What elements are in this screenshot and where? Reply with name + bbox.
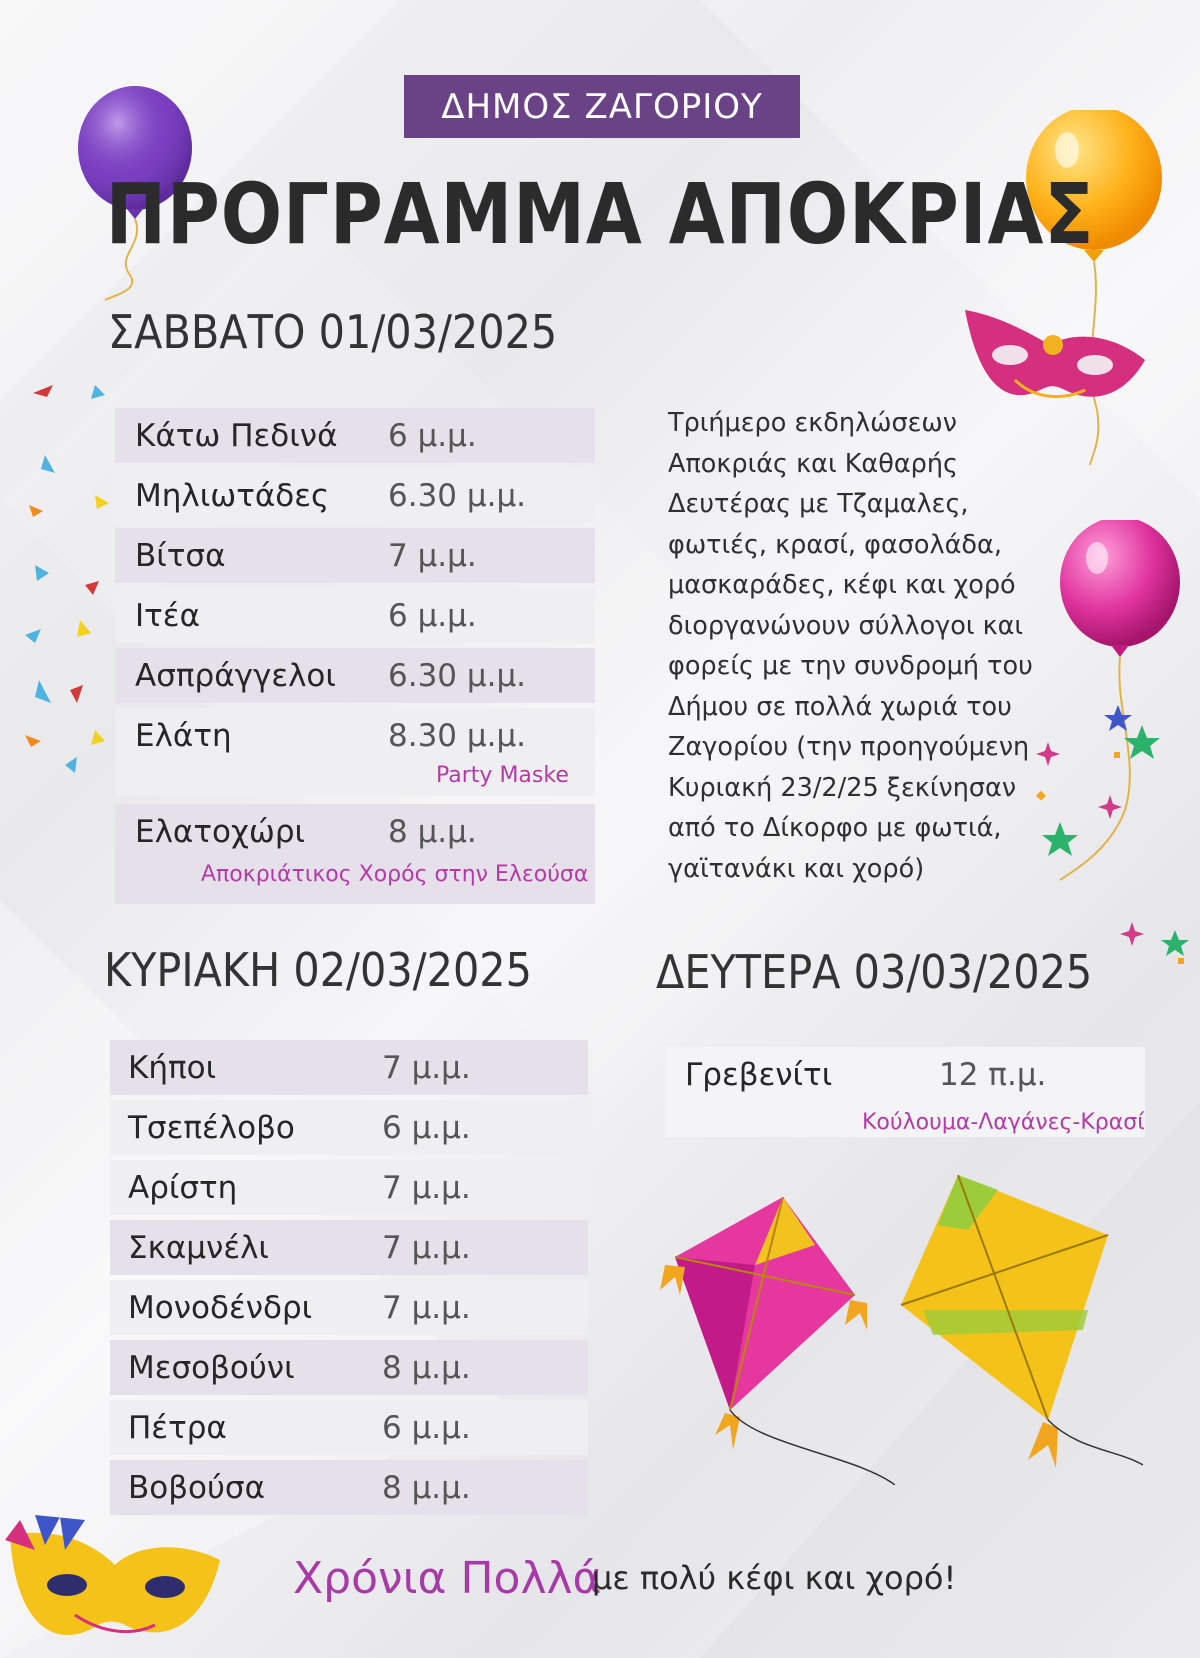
table-row — [115, 528, 595, 583]
description-line: Ζαγορίου (την προηγούμενη — [668, 732, 1030, 762]
place-name: Τσεπέλοβο — [128, 1110, 295, 1146]
confetti-icon — [25, 385, 115, 775]
place-name: Σκαμνέλι — [128, 1230, 269, 1266]
event-note: Κούλουμα-Λαγάνες-Κρασί — [862, 1110, 1145, 1135]
place-name: Ιτέα — [135, 598, 200, 634]
place-name: Ασπράγγελοι — [135, 658, 336, 694]
place-name: Βίτσα — [135, 538, 226, 574]
description-line: μασκαράδες, κέφι και χορό — [668, 570, 1016, 600]
event-time: 6.30 μ.μ. — [388, 478, 527, 514]
place-name: Βοβούσα — [128, 1470, 266, 1506]
description-line: Δήμου σε πολλά χωριά του — [668, 691, 1012, 722]
description-line: γαϊτανάκι και χορό) — [668, 853, 925, 884]
table-row — [115, 804, 595, 904]
place-name: Κάτω Πεδινά — [135, 418, 338, 454]
description-line: από το Δίκορφο με φωτιά, — [668, 813, 1002, 843]
event-time: 6.30 μ.μ. — [388, 658, 527, 694]
event-time: 6 μ.μ. — [388, 598, 477, 634]
event-time: 7 μ.μ. — [388, 538, 477, 574]
event-description — [668, 403, 1033, 889]
table-row — [110, 1340, 588, 1395]
event-time: 6 μ.μ. — [382, 1410, 471, 1446]
event-note: Party Maske — [436, 763, 569, 788]
table-row — [115, 468, 595, 523]
municipality-banner: ΔΗΜΟΣ ΖΑΓΟΡΙΟΥ — [404, 75, 800, 138]
table-row — [110, 1460, 588, 1515]
pink-kite-icon — [655, 1195, 895, 1485]
table-row — [110, 1160, 588, 1215]
saturday-heading: ΣΑΒΒΑΤΟ 01/03/2025 — [108, 305, 558, 359]
orange-balloon-icon — [1022, 110, 1172, 470]
place-name: Κήποι — [128, 1050, 217, 1086]
event-time: 8 μ.μ. — [382, 1350, 471, 1386]
event-time: 7 μ.μ. — [382, 1230, 471, 1266]
description-line: φορείς με την συνδρομή του — [668, 651, 1033, 681]
page-title: ΠΡΟΓΡΑΜΜΑ ΑΠΟΚΡΙΑΣ — [105, 165, 1095, 263]
event-time: 12 π.μ. — [939, 1057, 1047, 1093]
event-note: Αποκριάτικος Χορός στην Ελεούσα — [201, 862, 589, 887]
monday-heading: ΔΕΥΤΕΡΑ 03/03/2025 — [656, 945, 1093, 999]
place-name: Πέτρα — [128, 1410, 227, 1446]
description-line: φωτιές, κρασί, φασολάδα, — [668, 529, 1002, 560]
table-row — [115, 648, 595, 703]
table-row — [115, 408, 595, 463]
yellow-carnival-mask-icon — [5, 1515, 225, 1655]
place-name: Μονοδένδρι — [128, 1290, 313, 1326]
pink-carnival-mask-icon — [955, 305, 1155, 415]
table-row — [665, 1047, 1145, 1137]
footer-tagline: με πολύ κέφι και χορό! — [592, 1559, 957, 1597]
event-time: 7 μ.μ. — [382, 1290, 471, 1326]
footer-greeting: Χρόνια Πολλά — [293, 1553, 602, 1604]
table-row — [110, 1220, 588, 1275]
place-name: Ελάτη — [135, 718, 232, 754]
table-row — [110, 1400, 588, 1455]
table-row — [110, 1040, 588, 1095]
event-time: 8.30 μ.μ. — [388, 718, 527, 754]
yellow-kite-icon — [898, 1170, 1143, 1470]
event-time: 6 μ.μ. — [388, 418, 477, 454]
event-time: 7 μ.μ. — [382, 1050, 471, 1086]
event-time: 8 μ.μ. — [388, 814, 477, 850]
event-time: 7 μ.μ. — [382, 1170, 471, 1206]
event-time: 6 μ.μ. — [382, 1110, 471, 1146]
place-name: Μεσοβούνι — [128, 1350, 295, 1386]
event-time: 8 μ.μ. — [382, 1470, 471, 1506]
place-name: Αρίστη — [128, 1170, 238, 1206]
description-line: Τριήμερο εκδηλώσεων — [668, 408, 958, 438]
table-row — [110, 1280, 588, 1335]
description-line: Κυριακή 23/2/25 ξεκίνησαν — [668, 772, 1017, 803]
table-row — [110, 1100, 588, 1155]
description-line: διοργανώνουν σύλλογοι και — [668, 610, 1024, 641]
table-row — [115, 708, 595, 796]
description-line: Αποκριάς και Καθαρής — [668, 448, 958, 479]
place-name: Γρεβενίτι — [685, 1057, 833, 1093]
place-name: Μηλιωτάδες — [135, 478, 330, 514]
table-row — [115, 588, 595, 643]
place-name: Ελατοχώρι — [135, 814, 306, 850]
description-line: Δευτέρας με Τζαμαλες, — [668, 489, 969, 519]
sunday-heading: ΚΥΡΙΑΚΗ 02/03/2025 — [104, 943, 532, 997]
